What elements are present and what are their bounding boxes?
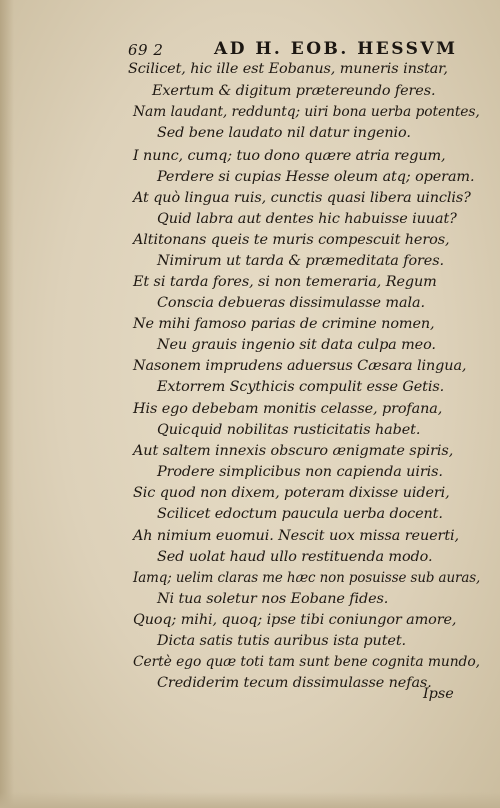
verse-line: Scilicet edoctum paucula uerba docent. [157, 506, 443, 522]
page-number: 69 2 [128, 41, 164, 59]
page-bottom-shadow [0, 792, 500, 808]
running-head: AD H. EOB. HESSVM [214, 39, 458, 59]
verse-line: Crediderim tecum dissimulasse nefas. [157, 675, 432, 691]
verse-line: Extorrem Scythicis compulit esse Getis. [157, 379, 445, 395]
verse-line: Ne mihi famoso parias de crimine nomen, [133, 316, 435, 332]
page-gutter-shadow [0, 0, 14, 808]
verse-line: Prodere simplicibus non capienda uiris. [157, 464, 443, 480]
verse-line: Nimirum ut tarda & præmeditata fores. [157, 253, 444, 269]
verse-line: Neu grauis ingenio sit data culpa meo. [157, 337, 436, 353]
verse-line: Iamq; uelim claras me hæc non posuisse sub auras, [133, 570, 481, 586]
verse-line: Quicquid nobilitas rusticitatis habet. [157, 422, 421, 438]
verse-line: Quid labra aut dentes hic habuisse iuuat? [157, 211, 457, 227]
catchword: Ipse [423, 686, 454, 702]
verse-line: Sed uolat haud ullo restituenda modo. [157, 549, 433, 565]
verse-line: Dicta satis tutis auribus ista putet. [157, 633, 406, 649]
verse-line: His ego debebam monitis celasse, profana, [133, 401, 443, 417]
verse-line: Perdere si cupias Hesse oleum atq; operam. [157, 169, 475, 185]
verse-line: I nunc, cumq; tuo dono quære atria regum, [133, 148, 446, 164]
verse-line: Exertum & digitum prætereundo feres. [152, 83, 436, 99]
verse-line: Sic quod non dixem, poteram dixisse uideri, [133, 485, 450, 501]
verse-line: At quò lingua ruis, cunctis quasi libera uinclis? [133, 190, 471, 206]
verse-line: Scilicet, hic ille est Eobanus, muneris instar, [128, 61, 448, 77]
verse-line: Nasonem imprudens aduersus Cæsara lingua, [133, 358, 467, 374]
verse-line: Conscia debueras dissimulasse mala. [157, 295, 425, 311]
verse-line: Certè ego quæ toti tam sunt bene cognita mundo, [133, 654, 480, 670]
verse-line: Sed bene laudato nil datur ingenio. [157, 125, 411, 141]
verse-line: Aut saltem innexis obscuro ænigmate spiris, [133, 443, 454, 459]
verse-line: Ah nimium euomui. Nescit uox missa reuerti, [133, 528, 459, 544]
verse-line: Et si tarda fores, si non temeraria, Regum [133, 274, 437, 290]
verse-line: Nam laudant, redduntq; uiri bona uerba potentes, [133, 104, 480, 120]
verse-line: Quoq; mihi, quoq; ipse tibi coniungor amore, [133, 612, 457, 628]
verse-line: Ni tua soletur nos Eobane fides. [157, 591, 389, 607]
page-header [128, 37, 458, 59]
verse-line: Altitonans queis te muris compescuit heros, [133, 232, 450, 248]
